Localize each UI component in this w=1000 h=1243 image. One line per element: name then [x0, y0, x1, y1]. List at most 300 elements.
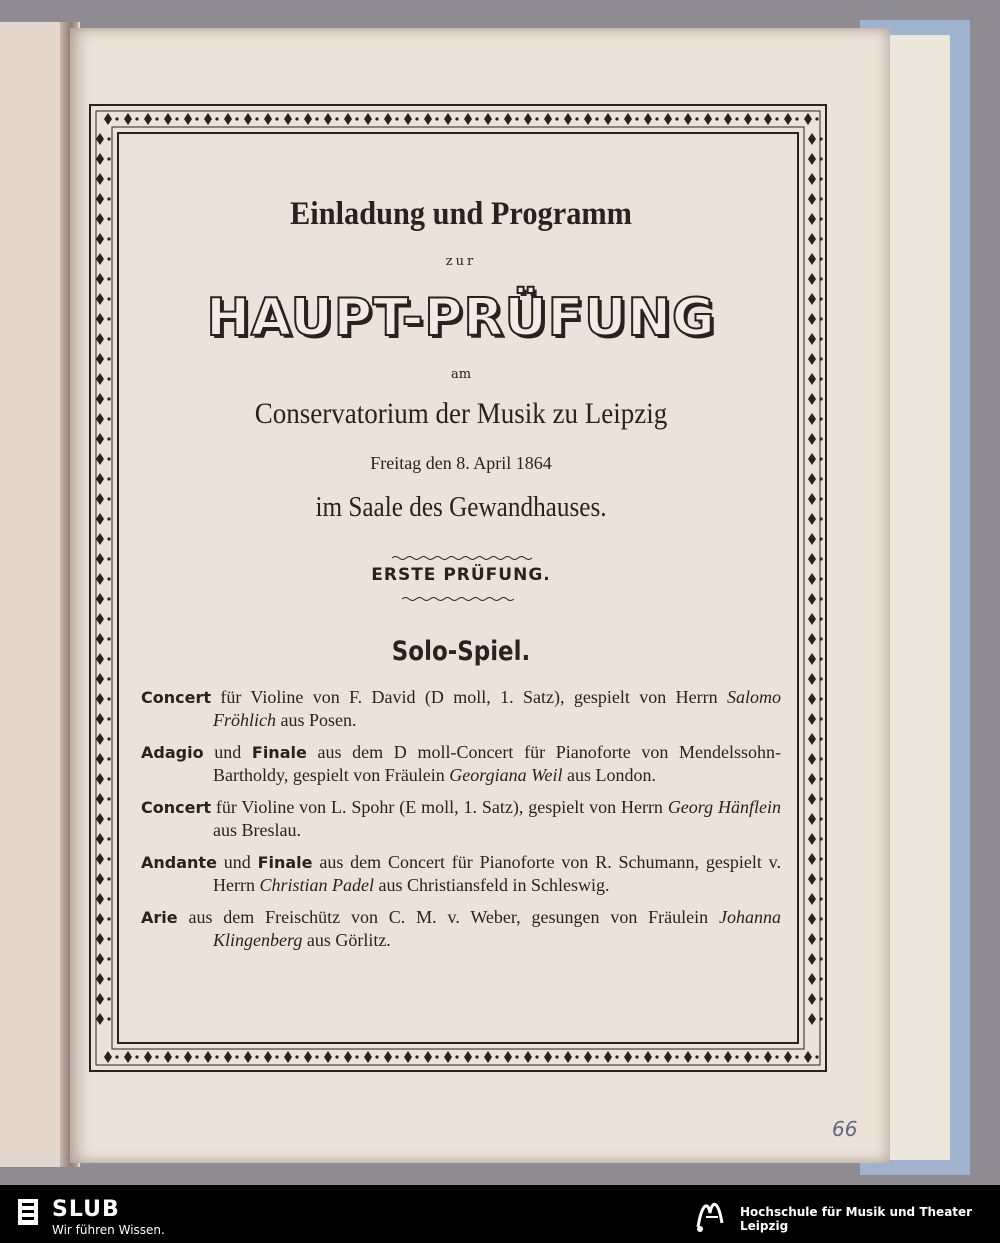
event-venue: im Saale des Gewandhauses. [315, 492, 607, 523]
border-ornament [808, 973, 816, 985]
border-dot [475, 117, 478, 120]
border-ornament [224, 1051, 232, 1063]
border-dot [107, 457, 110, 460]
border-dot [355, 1055, 358, 1058]
border-dot [795, 117, 798, 120]
border-dot [107, 597, 110, 600]
border-ornament [644, 1051, 652, 1063]
border-ornament [204, 1051, 212, 1063]
program-item [141, 686, 781, 732]
border-dot [819, 677, 822, 680]
border-dot [107, 217, 110, 220]
border-dot [819, 277, 822, 280]
border-dot [107, 877, 110, 880]
border-dot [107, 497, 110, 500]
border-dot [107, 1017, 110, 1020]
border-dot [555, 1055, 558, 1058]
border-dot [595, 1055, 598, 1058]
border-dot [495, 117, 498, 120]
work-title-second: Finale [251, 743, 307, 762]
border-dot [815, 1055, 818, 1058]
border-ornament [664, 1051, 672, 1063]
divider-top [392, 555, 532, 561]
border-dot [535, 117, 538, 120]
border-dot [107, 337, 110, 340]
border-ornament [144, 113, 152, 125]
border-ornament [808, 133, 816, 145]
border-ornament [96, 333, 104, 345]
border-ornament [304, 1051, 312, 1063]
border-ornament [808, 853, 816, 865]
work-description: für Violine von L. Spohr (E moll, 1. Satz), gespielt von Herrn [211, 797, 668, 817]
border-ornament [96, 413, 104, 425]
border-ornament [324, 113, 332, 125]
border-ornament [604, 1051, 612, 1063]
border-ornament [96, 373, 104, 385]
border-dot [819, 157, 822, 160]
border-ornament [96, 873, 104, 885]
border-dot [107, 837, 110, 840]
border-dot [375, 1055, 378, 1058]
border-ornament [164, 113, 172, 125]
border-ornament [344, 113, 352, 125]
border-dot [819, 357, 822, 360]
border-dot [819, 457, 822, 460]
border-ornament [808, 553, 816, 565]
border-ornament [808, 473, 816, 485]
border-dot [107, 317, 110, 320]
border-ornament [544, 113, 552, 125]
section-heading: ERSTE PRÜFUNG. [371, 565, 551, 585]
border-ornament [96, 133, 104, 145]
slub-logo-icon[interactable] [18, 1199, 38, 1225]
border-ornament [424, 113, 432, 125]
border-dot [615, 1055, 618, 1058]
border-ornament [96, 793, 104, 805]
border-dot [195, 117, 198, 120]
border-dot [695, 117, 698, 120]
border-ornament [96, 1013, 104, 1025]
border-ornament [664, 113, 672, 125]
border-ornament [96, 673, 104, 685]
border-dot [819, 957, 822, 960]
connector-zur: zur [445, 254, 477, 269]
border-ornament [744, 1051, 752, 1063]
border-dot [155, 117, 158, 120]
border-dot [115, 117, 118, 120]
border-dot [107, 897, 110, 900]
border-dot [235, 1055, 238, 1058]
border-dot [107, 437, 110, 440]
border-dot [515, 117, 518, 120]
border-ornament [96, 613, 104, 625]
border-ornament [96, 233, 104, 245]
border-dot [475, 1055, 478, 1058]
border-ornament [624, 1051, 632, 1063]
performer-name: Johanna Klingenberg [213, 907, 781, 950]
border-ornament [96, 653, 104, 665]
border-ornament [96, 993, 104, 1005]
institution-name-footer[interactable]: Hochschule für Musik und Theater Leipzig [740, 1205, 973, 1233]
border-ornament [96, 973, 104, 985]
border-dot [655, 117, 658, 120]
border-dot [819, 257, 822, 260]
border-dot [195, 1055, 198, 1058]
border-ornament [808, 613, 816, 625]
border-dot [335, 1055, 338, 1058]
border-ornament [808, 293, 816, 305]
border-dot [819, 537, 822, 540]
work-title: Andante [141, 853, 217, 872]
border-ornament [764, 1051, 772, 1063]
border-dot [107, 197, 110, 200]
border-ornament [96, 173, 104, 185]
border-ornament [808, 933, 816, 945]
library-name[interactable]: SLUB [52, 1197, 120, 1222]
border-ornament [808, 593, 816, 605]
border-dot [215, 1055, 218, 1058]
work-title: Arie [141, 908, 178, 927]
program-item [141, 796, 781, 842]
music-school-logo-icon[interactable] [692, 1193, 728, 1235]
border-ornament [96, 953, 104, 965]
border-dot [815, 117, 818, 120]
border-dot [435, 1055, 438, 1058]
border-ornament [96, 253, 104, 265]
border-ornament [808, 213, 816, 225]
border-ornament [96, 533, 104, 545]
border-ornament [164, 1051, 172, 1063]
border-ornament [808, 513, 816, 525]
border-ornament [144, 1051, 152, 1063]
border-dot [107, 697, 110, 700]
border-ornament [96, 633, 104, 645]
border-dot [795, 1055, 798, 1058]
border-dot [295, 117, 298, 120]
border-dot [107, 417, 110, 420]
border-ornament [284, 1051, 292, 1063]
program-item [141, 851, 781, 897]
border-dot [255, 117, 258, 120]
border-dot [107, 617, 110, 620]
border-dot [819, 377, 822, 380]
border-ornament [808, 313, 816, 325]
performer-name: Christian Padel [259, 875, 374, 895]
border-ornament [96, 493, 104, 505]
border-dot [819, 837, 822, 840]
border-dot [819, 557, 822, 560]
border-dot [107, 777, 110, 780]
border-dot [755, 1055, 758, 1058]
border-ornament [808, 753, 816, 765]
border-ornament [96, 473, 104, 485]
border-ornament [404, 1051, 412, 1063]
border-dot [775, 1055, 778, 1058]
border-dot [135, 1055, 138, 1058]
border-dot [107, 277, 110, 280]
border-ornament [808, 353, 816, 365]
border-ornament [604, 113, 612, 125]
border-dot [819, 417, 822, 420]
program-item [141, 741, 781, 787]
border-dot [819, 857, 822, 860]
work-description: für Violine von F. David (D moll, 1. Satz), gespielt von Herrn [211, 687, 727, 707]
border-dot [395, 1055, 398, 1058]
border-ornament [96, 733, 104, 745]
border-ornament [96, 693, 104, 705]
border-ornament [684, 1051, 692, 1063]
performer-name: Georg Hänflein [667, 797, 781, 817]
border-dot [107, 657, 110, 660]
border-dot [575, 1055, 578, 1058]
border-ornament [96, 573, 104, 585]
border-dot [315, 117, 318, 120]
border-ornament [808, 773, 816, 785]
border-ornament [808, 233, 816, 245]
border-dot [819, 317, 822, 320]
border-ornament [404, 113, 412, 125]
border-dot [819, 797, 822, 800]
border-ornament [96, 153, 104, 165]
border-ornament [808, 953, 816, 965]
border-dot [107, 917, 110, 920]
border-ornament [808, 993, 816, 1005]
work-description: aus dem Concert für Pianoforte von R. Schumann, gespielt v. Herrn [213, 852, 782, 895]
border-ornament [244, 113, 252, 125]
border-dot [819, 437, 822, 440]
border-ornament [96, 193, 104, 205]
border-dot [819, 657, 822, 660]
border-dot [175, 1055, 178, 1058]
border-ornament [808, 493, 816, 505]
border-dot [335, 117, 338, 120]
back-page-edge [880, 35, 950, 1160]
border-dot [107, 797, 110, 800]
border-dot [107, 937, 110, 940]
border-dot [819, 197, 822, 200]
border-ornament [808, 413, 816, 425]
event-date: Freitag den 8. April 1864 [370, 453, 552, 473]
border-ornament [724, 1051, 732, 1063]
border-dot [415, 1055, 418, 1058]
border-dot [107, 137, 110, 140]
border-dot [819, 697, 822, 700]
border-dot [819, 397, 822, 400]
program-item [141, 906, 781, 952]
border-ornament [264, 1051, 272, 1063]
border-ornament [784, 1051, 792, 1063]
border-ornament [544, 1051, 552, 1063]
subsection-heading: Solo-Spiel. [391, 636, 531, 667]
border-dot [595, 117, 598, 120]
border-dot [275, 1055, 278, 1058]
border-ornament [804, 113, 812, 125]
border-dot [175, 117, 178, 120]
work-connector: und [203, 742, 252, 762]
border-ornament [808, 393, 816, 405]
border-ornament [804, 1051, 812, 1063]
border-ornament [96, 773, 104, 785]
border-ornament [808, 573, 816, 585]
border-dot [819, 137, 822, 140]
border-dot [819, 877, 822, 880]
work-description: aus dem Freischütz von C. M. v. Weber, gesungen von Fräulein [177, 907, 719, 927]
border-dot [819, 997, 822, 1000]
border-dot [235, 117, 238, 120]
border-ornament [96, 353, 104, 365]
border-dot [215, 117, 218, 120]
border-ornament [808, 833, 816, 845]
border-dot [715, 1055, 718, 1058]
border-dot [107, 517, 110, 520]
border-dot [155, 1055, 158, 1058]
border-dot [515, 1055, 518, 1058]
border-ornament [808, 193, 816, 205]
border-ornament [808, 633, 816, 645]
border-ornament [808, 733, 816, 745]
border-dot [107, 677, 110, 680]
page-number: 66 [832, 1117, 858, 1141]
border-ornament [244, 1051, 252, 1063]
border-dot [415, 117, 418, 120]
border-dot [819, 577, 822, 580]
border-dot [107, 817, 110, 820]
border-ornament [808, 713, 816, 725]
border-dot [819, 297, 822, 300]
border-dot [819, 777, 822, 780]
border-ornament [264, 113, 272, 125]
border-ornament [96, 913, 104, 925]
border-dot [819, 1017, 822, 1020]
border-ornament [624, 113, 632, 125]
border-ornament [524, 113, 532, 125]
border-ornament [96, 853, 104, 865]
border-ornament [808, 813, 816, 825]
border-ornament [284, 113, 292, 125]
border-ornament [808, 653, 816, 665]
border-ornament [464, 113, 472, 125]
border-ornament [564, 113, 572, 125]
border-dot [455, 117, 458, 120]
border-dot [255, 1055, 258, 1058]
border-dot [107, 757, 110, 760]
border-ornament [364, 113, 372, 125]
border-dot [695, 1055, 698, 1058]
border-ornament [704, 113, 712, 125]
border-ornament [384, 1051, 392, 1063]
border-ornament [96, 313, 104, 325]
border-dot [819, 617, 822, 620]
border-dot [495, 1055, 498, 1058]
border-ornament [808, 433, 816, 445]
border-ornament [96, 433, 104, 445]
border-dot [819, 897, 822, 900]
border-ornament [96, 933, 104, 945]
work-title: Adagio [141, 743, 204, 762]
border-dot [819, 737, 822, 740]
border-ornament [484, 1051, 492, 1063]
border-ornament [384, 113, 392, 125]
connector-am: am [450, 367, 472, 382]
border-dot [819, 217, 822, 220]
border-dot [819, 977, 822, 980]
performer-origin: aus Posen. [276, 710, 357, 730]
performer-name: Georgiana Weil [449, 765, 563, 785]
border-dot [675, 117, 678, 120]
border-dot [819, 517, 822, 520]
border-ornament [808, 173, 816, 185]
border-ornament [808, 453, 816, 465]
border-ornament [584, 1051, 592, 1063]
border-dot [635, 1055, 638, 1058]
border-dot [355, 117, 358, 120]
border-dot [819, 717, 822, 720]
border-ornament [96, 833, 104, 845]
border-ornament [124, 1051, 132, 1063]
border-ornament [324, 1051, 332, 1063]
border-dot [107, 957, 110, 960]
border-dot [107, 257, 110, 260]
border-dot [819, 497, 822, 500]
border-dot [755, 117, 758, 120]
border-ornament [344, 1051, 352, 1063]
border-dot [819, 237, 822, 240]
border-dot [819, 177, 822, 180]
border-ornament [808, 333, 816, 345]
border-dot [107, 357, 110, 360]
border-ornament [96, 513, 104, 525]
border-dot [819, 757, 822, 760]
border-ornament [504, 1051, 512, 1063]
border-ornament [808, 893, 816, 905]
border-ornament [96, 273, 104, 285]
border-ornament [808, 153, 816, 165]
border-dot [455, 1055, 458, 1058]
institution-name: Conservatorium der Musik zu Leipzig [254, 397, 668, 430]
border-dot [395, 117, 398, 120]
border-dot [555, 117, 558, 120]
border-ornament [808, 1013, 816, 1025]
border-dot [315, 1055, 318, 1058]
performer-name: Salomo Fröhlich [213, 687, 781, 730]
border-dot [107, 977, 110, 980]
border-dot [107, 157, 110, 160]
border-dot [107, 377, 110, 380]
border-ornament [704, 1051, 712, 1063]
invitation-title: Einladung und Programm [290, 196, 632, 232]
border-dot [107, 237, 110, 240]
border-dot [575, 117, 578, 120]
border-ornament [808, 693, 816, 705]
border-dot [295, 1055, 298, 1058]
border-dot [135, 117, 138, 120]
border-ornament [808, 273, 816, 285]
border-ornament [564, 1051, 572, 1063]
border-ornament [96, 213, 104, 225]
work-title-second: Finale [257, 853, 313, 872]
border-dot [715, 117, 718, 120]
border-dot [775, 117, 778, 120]
border-dot [107, 717, 110, 720]
border-ornament [724, 113, 732, 125]
border-ornament [744, 113, 752, 125]
divider-bottom [402, 596, 514, 602]
border-ornament [484, 113, 492, 125]
border-dot [819, 637, 822, 640]
border-ornament [96, 293, 104, 305]
border-dot [535, 1055, 538, 1058]
border-ornament [424, 1051, 432, 1063]
